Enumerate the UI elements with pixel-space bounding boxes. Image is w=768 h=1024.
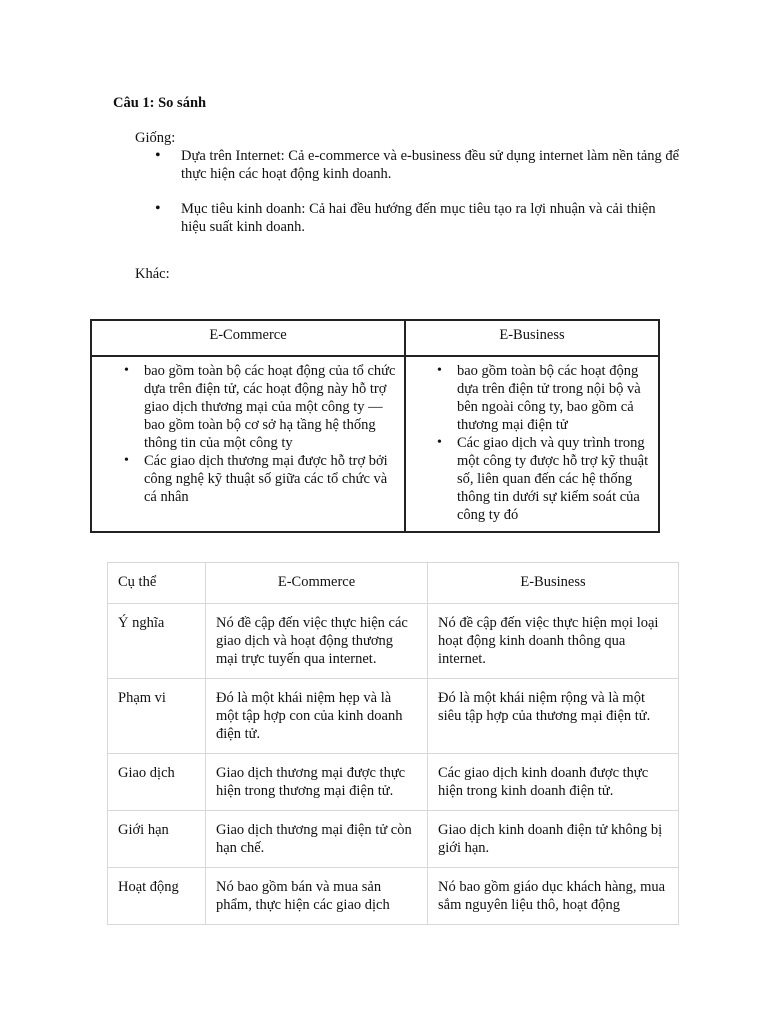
similarities-list <box>135 147 680 236</box>
ecommerce-cell: Đó là một khái niệm hẹp và là một tập hợp con của kinh doanh điện tử. <box>206 679 428 754</box>
ecommerce-definition-cell <box>91 356 405 532</box>
ebusiness-cell: Giao dịch kinh doanh điện tử không bị giới hạn. <box>428 811 679 868</box>
criteria-column-header: Cụ thể <box>108 563 206 604</box>
definition-comparison-table <box>90 319 660 533</box>
ecommerce-cell: Giao dịch thương mại điện tử còn hạn chế. <box>206 811 428 868</box>
ebusiness-definition-item: • Các giao dịch và quy trình trong một công ty được hỗ trợ kỹ thuật số, liên quan đến các hệ thống thông tin dưới sự kiếm soát của công ty đó <box>412 434 652 524</box>
criteria-cell: Phạm vi <box>108 679 206 754</box>
differences-label: Khác: <box>135 266 170 282</box>
ecommerce-cell: Giao dịch thương mại được thực hiện trong thương mại điện tử. <box>206 754 428 811</box>
similarity-item: • Mục tiêu kinh doanh: Cả hai đều hướng đến mục tiêu tạo ra lợi nhuận và cải thiện hiệu suất kinh doanh. <box>135 200 680 236</box>
criteria-cell: Hoạt động <box>108 868 206 925</box>
ebusiness-column-header: E-Business <box>405 320 659 356</box>
table-row <box>108 679 679 754</box>
ecommerce-definition-item: • Các giao dịch thương mại được hỗ trợ bởi công nghệ kỹ thuật số giữa các tổ chức và cá nhân <box>98 452 398 506</box>
ecommerce-column-header: E-Commerce <box>206 563 428 604</box>
detail-comparison-table <box>107 562 679 925</box>
ebusiness-definition-item: • bao gồm toàn bộ các hoạt động dựa trên điện tử trong nội bộ và bên ngoài công ty, bao gồm cả thương mại điện tử <box>412 362 652 434</box>
table-row <box>108 811 679 868</box>
ebusiness-cell: Các giao dịch kinh doanh được thực hiện trong kinh doanh điện tử. <box>428 754 679 811</box>
section-heading: Câu 1: So sánh <box>113 95 207 111</box>
criteria-cell: Giao dịch <box>108 754 206 811</box>
ebusiness-cell: Đó là một khái niệm rộng và là một siêu tập hợp của thương mại điện tử. <box>428 679 679 754</box>
ebusiness-cell: Nó đề cập đến việc thực hiện mọi loại hoạt động kinh doanh thông qua internet. <box>428 604 679 679</box>
ebusiness-definition-cell <box>405 356 659 532</box>
ecommerce-definition-item: • bao gồm toàn bộ các hoạt động của tổ chức dựa trên điện tử, các hoạt động này hỗ trợ giao dịch thương mại của một công ty — bao gồm toàn bộ cơ sở hạ tầng hệ thống thông tin của một công ty <box>98 362 398 452</box>
ecommerce-cell: Nó đề cập đến việc thực hiện các giao dịch và hoạt động thương mại trực tuyến qua internet. <box>206 604 428 679</box>
criteria-cell: Ý nghĩa <box>108 604 206 679</box>
similarity-item: • Dựa trên Internet: Cả e-commerce và e-business đều sử dụng internet làm nền tảng để thực hiện các hoạt động kinh doanh. <box>135 147 680 183</box>
ebusiness-cell: Nó bao gồm giáo dục khách hàng, mua sắm nguyên liệu thô, hoạt động <box>428 868 679 925</box>
ecommerce-column-header: E-Commerce <box>91 320 405 356</box>
ecommerce-cell: Nó bao gồm bán và mua sản phẩm, thực hiện các giao dịch <box>206 868 428 925</box>
table-row <box>108 754 679 811</box>
ebusiness-column-header: E-Business <box>428 563 679 604</box>
similarities-label: Giống: <box>135 130 176 146</box>
table-row <box>108 604 679 679</box>
table-row <box>108 868 679 925</box>
criteria-cell: Giới hạn <box>108 811 206 868</box>
